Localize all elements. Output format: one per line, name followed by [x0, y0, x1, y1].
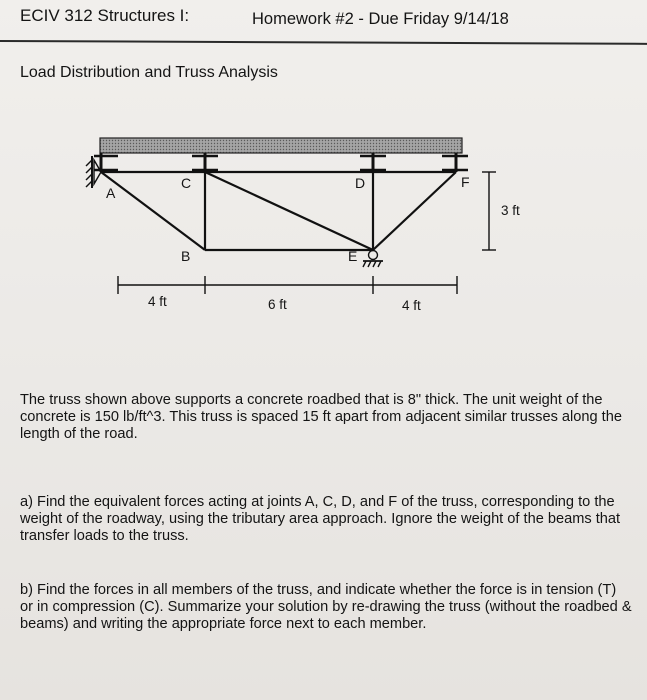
height-label: 3 ft — [501, 203, 520, 218]
problem-statement: The truss shown above supports a concrete roadbed that is 8" thick. The unit weight of the concrete is 150 lb/ft^3. This truss is spaced 15 ft apart from adjacent similar trusses along the length of the road. — [20, 392, 622, 442]
floor-beam — [192, 153, 218, 172]
span-dimension — [118, 276, 457, 294]
span-label-be: 6 ft — [268, 297, 287, 312]
question-a: a) Find the equivalent forces acting at joints A, C, D, and F of the truss, corresponding to the weight of the roadway, using the tributary area approach. Ignore the weight of the beams that transfer loads to the truss. — [20, 494, 621, 544]
section-subtitle: Load Distribution and Truss Analysis — [20, 64, 278, 81]
question-b: b) Find the forces in all members of the truss, and indicate whether the force is in tension (T) or in compression (C). Summarize your solution by re-drawing the truss (without the roadbed & beams) and writing the appropriate force next to each member. — [20, 582, 632, 632]
roller-support-e — [363, 251, 383, 268]
course-title: ECIV 312 Structures I: — [20, 6, 190, 25]
span-label-ab: 4 ft — [148, 294, 167, 309]
span-label-ef: 4 ft — [402, 298, 421, 313]
height-dimension — [482, 172, 496, 250]
assignment-title: Homework #2 - Due Friday 9/14/18 — [252, 10, 509, 28]
member-ef — [373, 172, 456, 250]
joint-label-a: A — [106, 185, 116, 201]
floor-beam — [94, 153, 118, 172]
joint-label-e: E — [348, 248, 358, 264]
floor-beam — [360, 153, 386, 172]
joint-label-f: F — [461, 174, 470, 190]
floor-beam — [442, 153, 468, 172]
truss-diagram — [0, 100, 647, 330]
pin-support-a — [86, 156, 101, 188]
joint-label-b: B — [181, 248, 191, 264]
roadbed-slab — [100, 138, 462, 153]
joint-label-d: D — [355, 175, 366, 191]
header-rule — [0, 40, 647, 45]
member-ce — [205, 172, 373, 250]
joint-label-c: C — [181, 175, 192, 191]
